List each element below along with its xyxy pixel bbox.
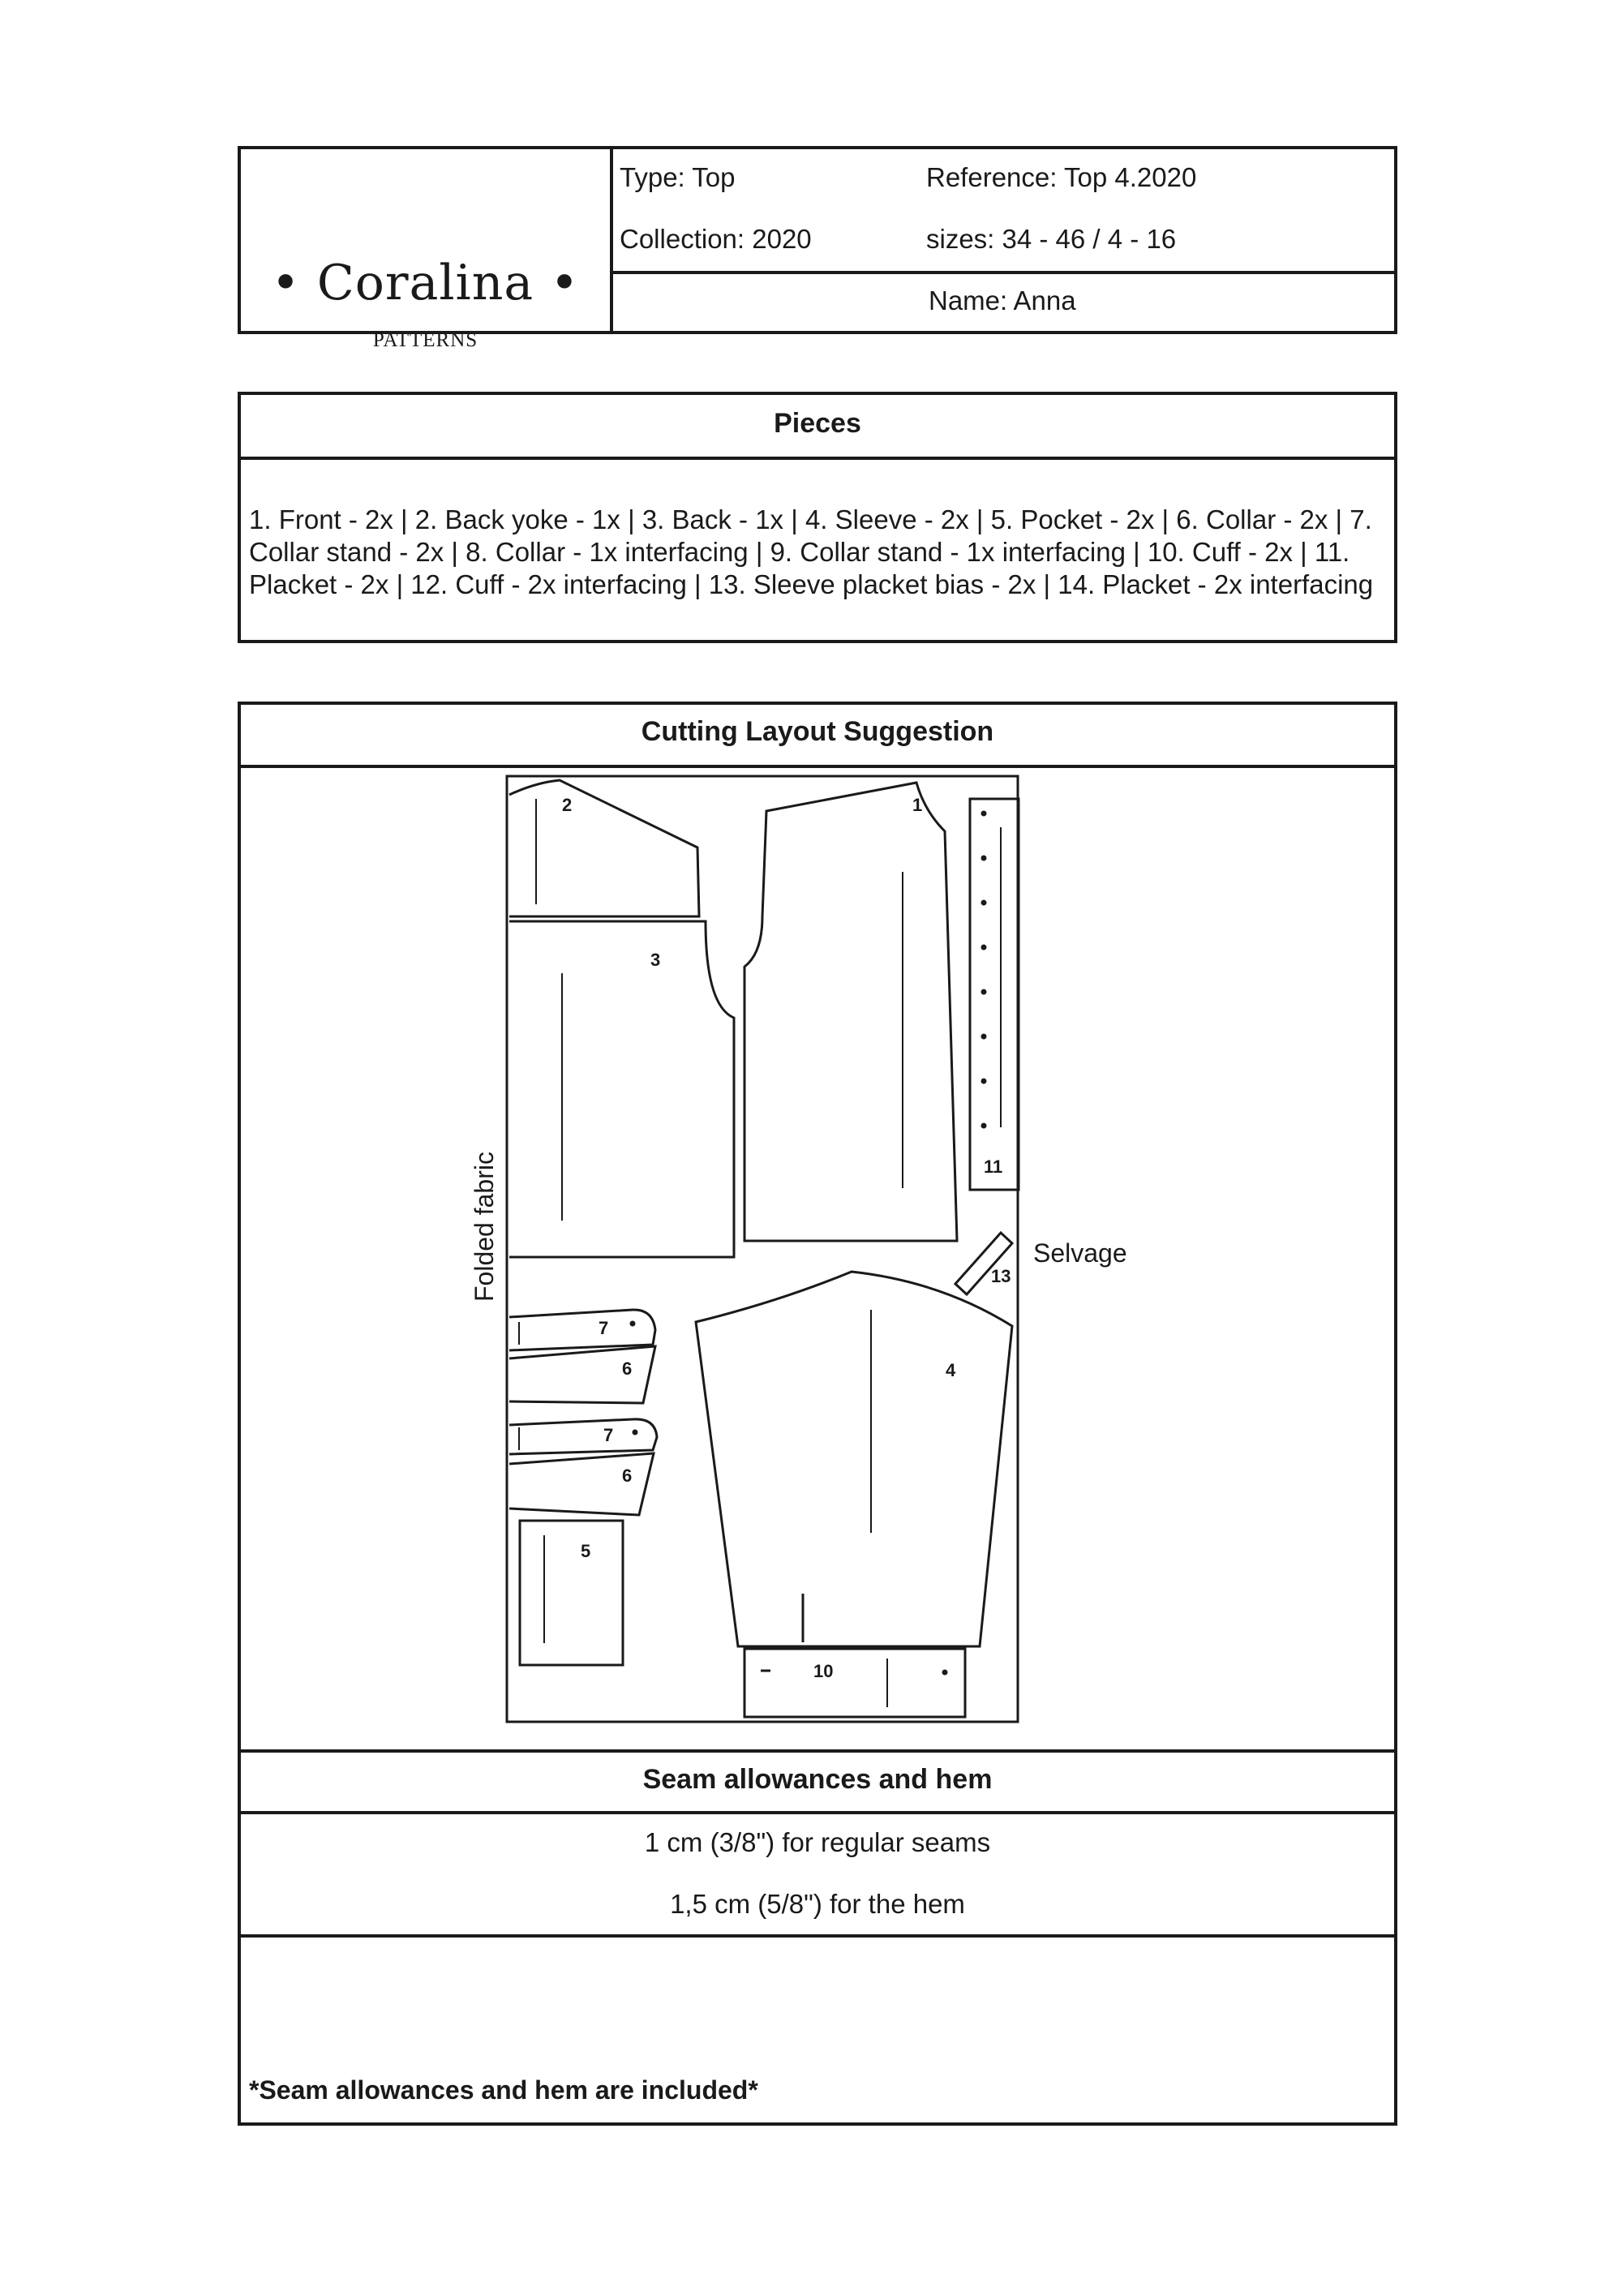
name-field: Name: Anna <box>929 285 1076 315</box>
collection-field: Collection: 2020 <box>620 224 812 254</box>
seam-allowance-hem: 1,5 cm (5/8") for the hem <box>670 1889 965 1919</box>
label-piece-7a: 7 <box>599 1318 609 1338</box>
type-field: Type: Top <box>620 162 736 192</box>
pieces-list: 1. Front - 2x | 2. Back yoke - 1x | 3. Back - 1x | 4. Sleeve - 2x | 5. Pocket - 2x | 6. Collar - 2x | 7. Collar stand - 2x | 8. Collar - 1x interfacing | 9. Collar stand - 1x interfacing | 10. Cuff - 2x | 11. Placket - 2x | 12. Cuff - 2x interfacing | 13. Sleeve placket bias - 2x | 14. Placket - 2x interfacing <box>249 504 1374 599</box>
seams-title: Seam allowances and hem <box>642 1764 993 1795</box>
label-piece-13: 13 <box>991 1266 1011 1286</box>
label-piece-11: 11 <box>984 1157 1003 1177</box>
piece-3-back <box>509 921 734 1257</box>
label-piece-3: 3 <box>650 950 661 970</box>
label-piece-6a: 6 <box>622 1358 633 1379</box>
piece-7b-collar-stand <box>509 1419 657 1454</box>
piece-2-back-yoke <box>509 780 699 916</box>
label-piece-5: 5 <box>581 1541 591 1561</box>
label-piece-7b: 7 <box>603 1425 614 1445</box>
label-piece-2: 2 <box>562 795 573 815</box>
brand-subtitle: PATTERNS <box>372 329 478 351</box>
pieces-title: Pieces <box>774 408 861 439</box>
piece-5-pocket <box>520 1521 623 1665</box>
brand-name: • Coralina • <box>271 255 580 311</box>
layout-title: Cutting Layout Suggestion <box>641 716 994 747</box>
sizes-field: sizes: 34 - 46 / 4 - 16 <box>926 224 1177 254</box>
seam-allowance-regular: 1 cm (3/8") for regular seams <box>644 1827 991 1857</box>
piece-6a-collar <box>509 1346 655 1403</box>
piece-6b-collar <box>509 1453 654 1515</box>
label-piece-1: 1 <box>912 795 923 815</box>
label-piece-6b: 6 <box>622 1466 633 1486</box>
piece-10-cuff <box>744 1649 965 1717</box>
piece-11-placket <box>970 799 1019 1190</box>
piece-1-front <box>744 783 957 1241</box>
piece-4-sleeve <box>696 1272 1012 1646</box>
seam-note: *Seam allowances and hem are included* <box>249 2075 758 2105</box>
folded-fabric-label: Folded fabric <box>470 1152 499 1302</box>
selvage-label: Selvage <box>1033 1238 1127 1268</box>
reference-field: Reference: Top 4.2020 <box>926 162 1197 192</box>
label-piece-10: 10 <box>813 1661 834 1681</box>
label-piece-4: 4 <box>946 1360 956 1380</box>
piece-7a-collar-stand <box>509 1310 655 1350</box>
placket-notches <box>981 811 987 1129</box>
